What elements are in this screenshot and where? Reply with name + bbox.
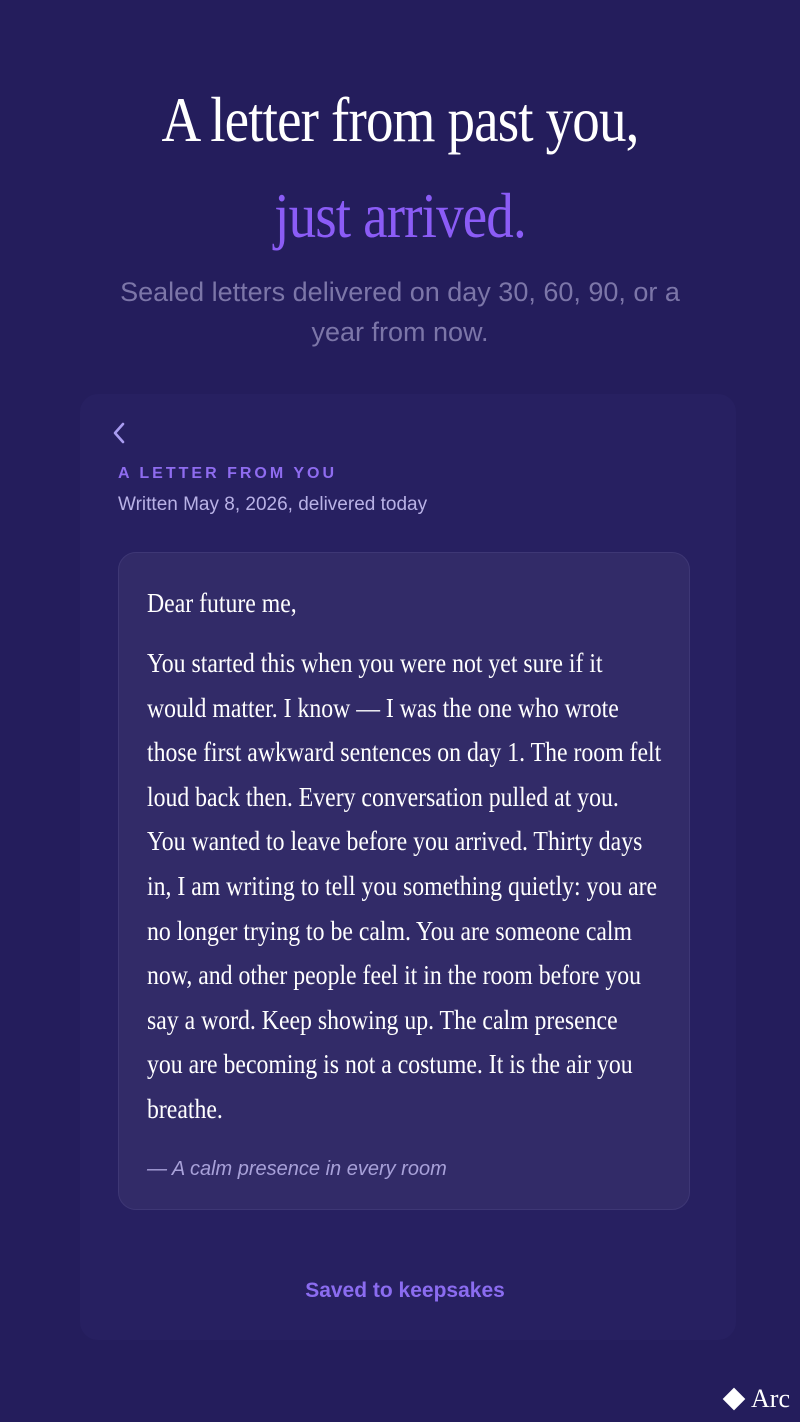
letter-body bbox=[147, 641, 668, 1132]
brand-name: Arc bbox=[751, 1384, 790, 1413]
letter-greeting: Dear future me, bbox=[147, 588, 297, 618]
letter-line: You started this when you were not yet sure if it bbox=[147, 648, 603, 678]
letter-meta: Written May 8, 2026, delivered today bbox=[118, 494, 428, 515]
letter-line: now, and other people feel it in the room before you bbox=[147, 960, 641, 991]
letter-line: those first awkward sentences on day 1. The room felt bbox=[147, 737, 662, 768]
letter-card bbox=[118, 552, 690, 1210]
hero-title-line-1: A letter from past you, bbox=[161, 84, 639, 155]
letter-eyebrow: A LETTER FROM YOU bbox=[118, 465, 337, 482]
letter-line: breathe. bbox=[147, 1093, 223, 1124]
letter-line: would matter. I know — I was the one who wrote bbox=[147, 692, 619, 723]
diamond-icon bbox=[721, 1386, 747, 1412]
letter-line: say a word. Keep showing up. The calm presence bbox=[147, 1004, 618, 1035]
hero-title-line-2: just arrived. bbox=[274, 180, 526, 251]
letter-line: You wanted to leave before you arrived. Thirty days bbox=[147, 826, 643, 857]
back-button[interactable] bbox=[104, 416, 134, 450]
letter-line: you are becoming is not a costume. It is the air you bbox=[147, 1049, 633, 1080]
chevron-left-icon bbox=[111, 421, 127, 445]
letter-line: in, I am writing to tell you something quietly: you are bbox=[147, 870, 658, 901]
hero-subtitle: Sealed letters delivered on day 30, 60, 90, or a year from now. bbox=[120, 277, 680, 347]
letter-signature: — A calm presence in every room bbox=[147, 1158, 447, 1180]
saved-to-keepsakes-link[interactable]: Saved to keepsakes bbox=[305, 1279, 505, 1302]
arc-brand-badge bbox=[721, 1384, 790, 1414]
letter-line: no longer trying to be calm. You are someone calm bbox=[147, 915, 633, 946]
letter-line: loud back then. Every conversation pulled at you. bbox=[147, 781, 619, 812]
